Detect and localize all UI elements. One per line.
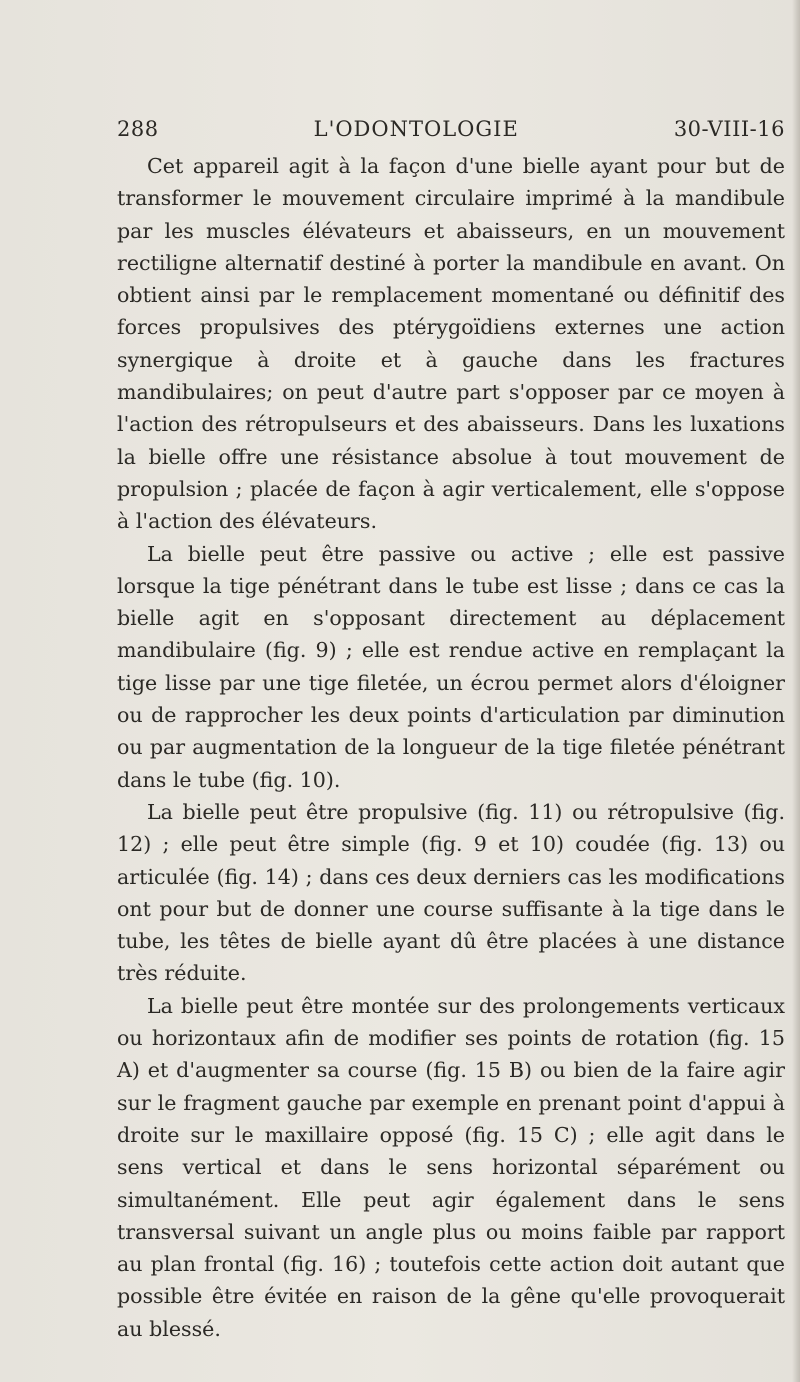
page-header [117,117,785,147]
paragraph: La bielle peut être propulsive (fig. 11) ou rétropulsive (fig. 12) ; elle peut être simple (fig. 9 et 10) coudée (fig. 13) ou articulée (fig. 14) ; dans ces deux derniers cas les modifications ont pour but de donner une course suffisante à la tige dans le tube, les têtes de bielle ayant dû être placées à une distance très réduite. [117,799,785,986]
body-text [117,150,785,1345]
issue-date: 30-VIII-16 [673,117,785,141]
running-title: L'ODONTOLOGIE [313,117,519,141]
paragraph: Cet appareil agit à la façon d'une bielle ayant pour but de transformer le mouvement circulaire imprimé à la mandibule par les muscles élévateurs et abaisseurs, en un mouvement rectiligne alternatif destiné à porter la mandibule en avant. On obtient ainsi par le remplacement momentané ou définitif des forces propulsives des ptérygoïdiens externes une action synergique à droite et à gauche dans les fractures mandibulaires; on peut d'autre part s'opposer par ce moyen à l'action des rétropulseurs et des abaisseurs. Dans les luxations la bielle offre une résistance absolue à tout mouvement de propulsion ; placée de façon à agir verticalement, elle s'oppose à l'action des élévateurs. [117,154,785,534]
paragraph: La bielle peut être montée sur des prolongements verticaux ou horizontaux afin de modifier ses points de rotation (fig. 15 A) et d'augmenter sa course (fig. 15 B) ou bien de la faire agir sur le fragment gauche par exemple en prenant point d'appui à droite sur le maxillaire opposé (fig. 15 C) ; elle agit dans le sens vertical et dans le sens horizontal séparément ou simultanément. Elle peut agir également dans le sens transversal suivant un angle plus ou moins faible par rapport au plan frontal (fig. 16) ; toutefois cette action doit autant que possible être évitée en raison de la gêne qu'elle provoquerait au blessé. [117,993,785,1341]
page-edge-shadow [792,0,800,1382]
page-number: 288 [117,117,159,141]
paragraph: La bielle peut être passive ou active ; elle est passive lorsque la tige pénétrant dans le tube est lisse ; dans ce cas la bielle agit en s'opposant directement au déplacement mandibulaire (fig. 9) ; elle est rendue active en remplaçant la tige lisse par une tige filetée, un écrou permet alors d'éloigner ou de rapprocher les deux points d'articulation par diminution ou par augmentation de la longueur de la tige filetée pénétrant dans le tube (fig. 10). [117,541,785,792]
